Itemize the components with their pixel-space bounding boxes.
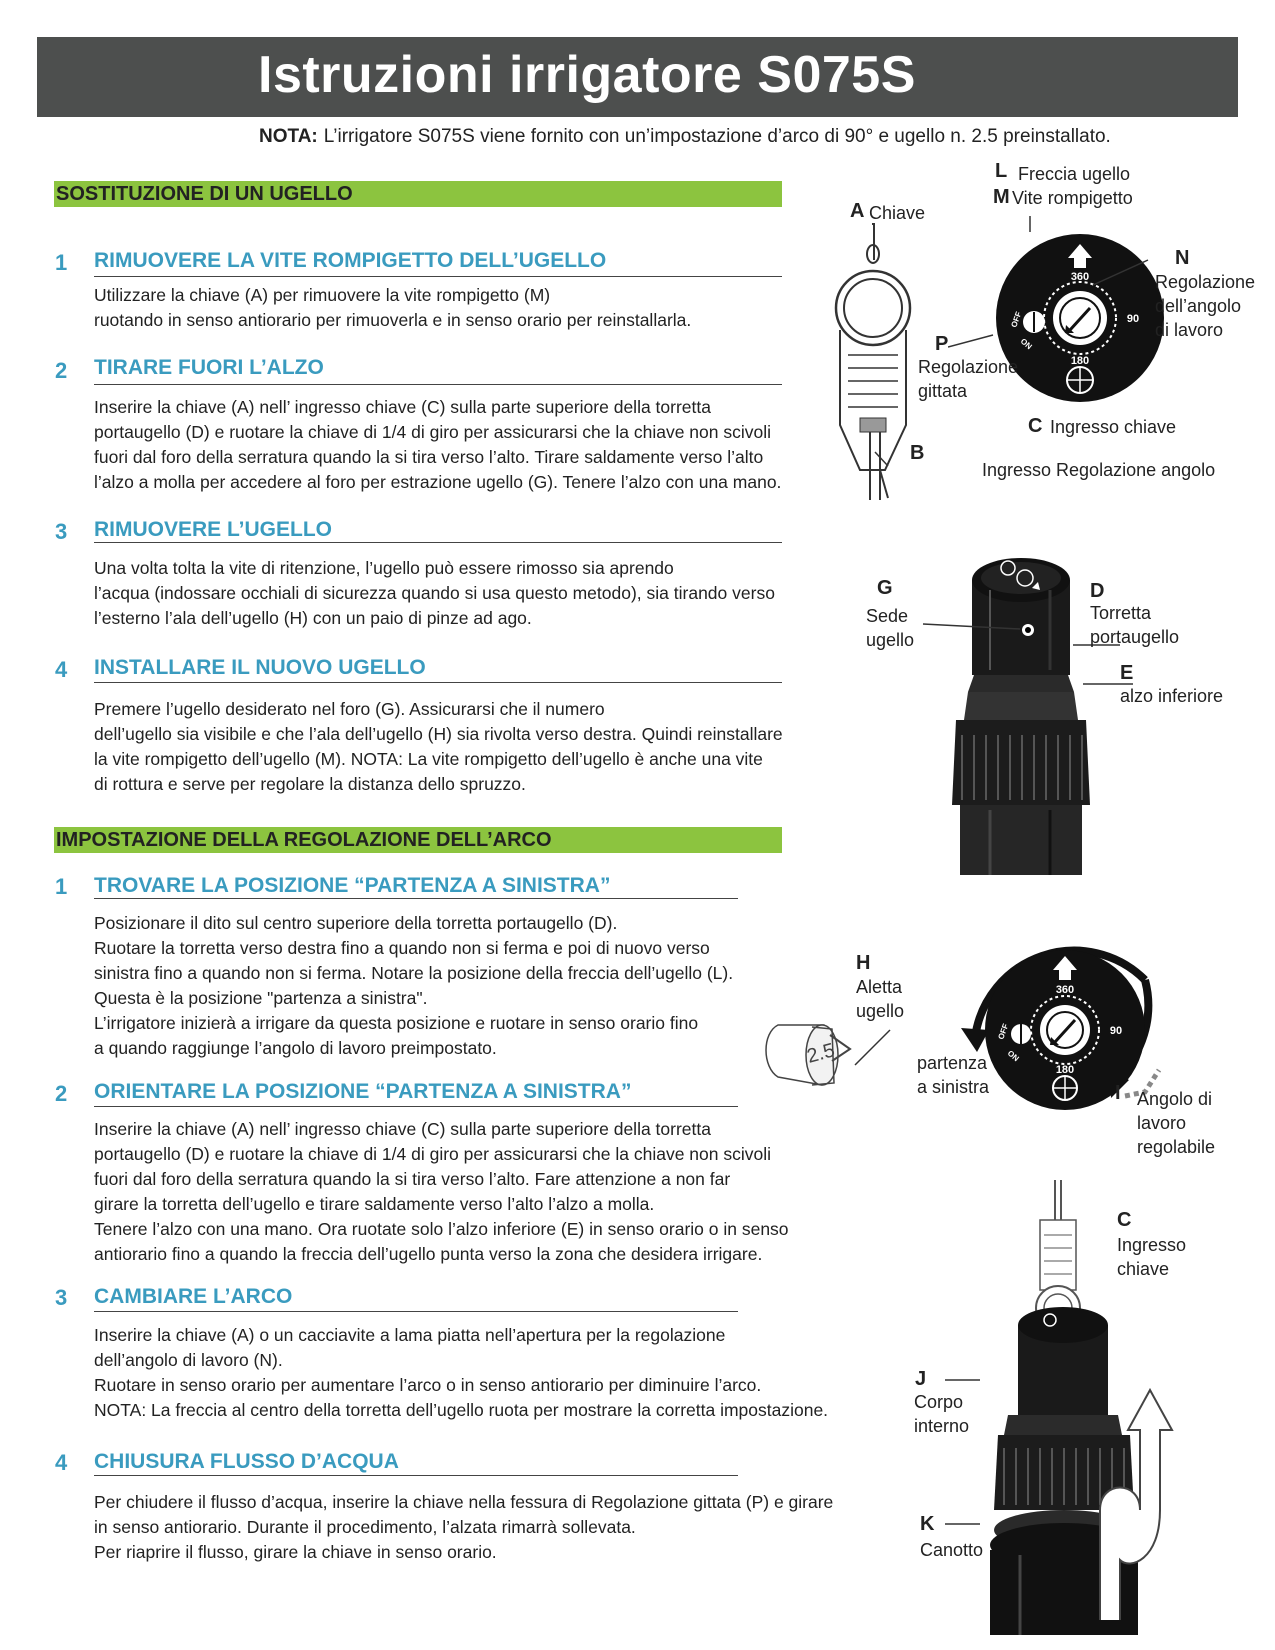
section2-title: IMPOSTAZIONE DELLA REGOLAZIONE DELL’ARCO xyxy=(56,829,552,851)
s1-step2-num: 2 xyxy=(55,358,68,383)
label-A-letter: A xyxy=(850,200,865,222)
s1-step3-rule xyxy=(94,542,782,543)
s2-step4-title: CHIUSURA FLUSSO D’ACQUA xyxy=(94,1450,399,1473)
key-illustration xyxy=(830,220,920,505)
label-E-text: alzo inferiore xyxy=(1120,686,1224,706)
s1-step1-text: Utilizzare la chiave (A) per rimuovere la vite rompigetto (M) ruotando in senso antiorario per rimuoverla e in senso orario per reinstallarla. xyxy=(94,285,692,330)
label-M-letter: M xyxy=(993,186,1010,208)
s1-step3-text: Una volta tolta la vite di ritenzione, l’ugello può essere rimosso sia aprendo l’acqua (indossare occhiali di sicurezza quando si usa questo metodo), sia tirando verso l’esterno l’ala dell’ugello (H) con un paio di pinze ad ago. xyxy=(94,558,775,628)
dial2-on: ON xyxy=(1005,1048,1021,1064)
label-P-text: Regolazione gittata xyxy=(918,357,1019,401)
label-L-letter: L xyxy=(995,160,1008,182)
label-A-text: Chiave xyxy=(869,203,926,223)
dial2-off: OFF xyxy=(996,1022,1011,1041)
label-C-letter: C xyxy=(1028,415,1043,437)
s2-step3-text: Inserire la chiave (A) o un cacciavite a lama piatta nell’apertura per la regolazione dell’angolo di lavoro (N). Ruotare in senso orario per aumentare l’arco o in senso antiorario per diminuire l’arco. NOTA: La freccia al centro della torretta dell’ugello ruota per mostrare la corretta impostazione. xyxy=(94,1325,829,1420)
s2-step1-text: Posizionare il dito sul centro superiore della torretta portaugello (D). Ruotare la torretta verso destra fino a quando non si ferma e poi di nuovo verso sinistra fino a quando non si ferma. Notare la posizione della freccia dell’ugello (L). Questa è la posizione "partenza a sinistra". L’irrigatore inizierà a irrigare da questa posizione e ruotare in senso orario fino a quando raggiunge l’angolo di lavoro preimpostato. xyxy=(94,913,734,1058)
label-K-text: Canotto xyxy=(920,1540,984,1560)
dial1-180: 180 xyxy=(1070,355,1090,367)
s2-step2-num: 2 xyxy=(55,1081,68,1106)
s2-step4-rule xyxy=(94,1475,738,1476)
s2-step2-rule xyxy=(94,1106,738,1107)
s1-step4-text: Premere l’ugello desiderato nel foro (G). Assicurarsi che il numero dell’ugello sia visibile e che l’ala dell’ugello (H) sia rivolta verso destra. Quindi reinstallare la vite rompigetto dell’ugello (M). NOTA: La vite rompigetto dell’ugello è anche una vite di rottura e serve per regolare la distanza dello spruzzo. xyxy=(94,699,783,794)
nota-text: L’irrigatore S075S viene fornito con un’impostazione d’arco di 90° e ugello n. 2.5 preinstallato. xyxy=(323,126,1111,147)
nota-line xyxy=(259,126,1111,148)
s2-step2-text: Inserire la chiave (A) nell’ ingresso chiave (C) sulla parte superiore della torretta portaugello (D) e ruotare la chiave di 1/4 di giro per assicurarsi che la chiave non scivoli fuori dal foro della serratura quando la si tira verso l’alto. Fare attenzione a non far girare la torretta dell’ugello e tirare saldamente verso l’alto l’alzo a molla. Tenere l’alzo con una mano. Ora ruotate solo l’alzo inferiore (E) in senso orario o in senso antiorario fino a quando la freccia dell’ugello punta verso la zona che desidera irrigare. xyxy=(94,1119,789,1264)
label-G-text: Sede ugello xyxy=(866,606,915,650)
s1-step4-rule xyxy=(94,682,782,683)
label-N-letter: N xyxy=(1175,247,1190,269)
nozzle-number: 2.5 xyxy=(804,1039,838,1068)
s1-step4-num: 4 xyxy=(55,657,68,682)
s2-step4-num: 4 xyxy=(55,1450,68,1475)
dial1-360: 360 xyxy=(1070,271,1090,283)
dial1-off: OFF xyxy=(1009,310,1024,329)
label-H-text: Aletta ugello xyxy=(856,977,905,1021)
s2-step1-num: 1 xyxy=(55,874,68,899)
label-B-letter: B xyxy=(910,442,925,464)
page-title: Istruzioni irrigatore S075S xyxy=(258,46,916,104)
label-K-letter: K xyxy=(920,1513,935,1535)
s2-step1-rule xyxy=(94,898,738,899)
s1-step3-num: 3 xyxy=(55,519,68,544)
sprinkler-turret-illustration xyxy=(950,550,1095,875)
s2-step3-title: CAMBIARE L’ARCO xyxy=(94,1285,293,1308)
s2-step1-title: TROVARE LA POSIZIONE “PARTENZA A SINISTRA” xyxy=(94,874,611,897)
nota-label: NOTA: xyxy=(259,126,318,147)
label-D-text: Torretta portaugello xyxy=(1090,603,1180,647)
label-I-letter: I xyxy=(1115,1082,1121,1104)
s2-step2-title: ORIENTARE LA POSIZIONE “PARTENZA A SINISTRA” xyxy=(94,1080,632,1103)
dial1-on: ON xyxy=(1018,336,1034,352)
section1-title: SOSTITUZIONE DI UN UGELLO xyxy=(56,183,353,205)
fig1-caption: Ingresso Regolazione angolo xyxy=(982,460,1216,480)
s2-step4-text: Per chiudere il flusso d’acqua, inserire la chiave nella fessura di Regolazione gittata (P) e girare in senso antiorario. Durante il procedimento, l’alzata rimarrà sollevata. Per riaprire il flusso, girare la chiave in senso orario. xyxy=(94,1492,834,1562)
label-I-text: Angolo di lavoro regolabile xyxy=(1137,1089,1216,1157)
s2-step3-rule xyxy=(94,1311,738,1312)
label-D-letter: D xyxy=(1090,580,1105,602)
label-C2-text: Ingresso chiave xyxy=(1117,1235,1187,1279)
label-P-letter: P xyxy=(935,333,949,355)
label-N-text: Regolazione dell’angolo di lavoro xyxy=(1155,272,1256,340)
label-J-text: Corpo interno xyxy=(914,1392,970,1436)
s1-step2-title: TIRARE FUORI L’ALZO xyxy=(94,356,324,379)
s2-step3-num: 3 xyxy=(55,1285,68,1310)
label-start-left: partenza a sinistra xyxy=(917,1053,990,1097)
dial1-90: 90 xyxy=(1126,313,1140,325)
label-M-text: Vite rompigetto xyxy=(1012,188,1133,208)
s1-step2-rule xyxy=(94,384,782,385)
label-G-letter: G xyxy=(877,577,893,599)
label-E-letter: E xyxy=(1120,662,1134,684)
s1-step4-title: INSTALLARE IL NUOVO UGELLO xyxy=(94,656,426,679)
dial2-360: 360 xyxy=(1055,984,1075,996)
label-H-letter: H xyxy=(856,952,871,974)
s1-step1-rule xyxy=(94,276,782,277)
s1-step2-text: Inserire la chiave (A) nell’ ingresso chiave (C) sulla parte superiore della torretta portaugello (D) e ruotare la chiave di 1/4 di giro per assicurarsi che la chiave non scivoli fuori dal foro della serratura quando la si tira verso l’alto. Tirare saldamente verso l’alto l’alzo a molla per accedere al foro per estrazione ugello (G). Tenere l’alzo con una mano. xyxy=(94,397,782,492)
s1-step1-num: 1 xyxy=(55,250,68,275)
dial2-180: 180 xyxy=(1055,1064,1075,1076)
label-C-text: Ingresso chiave xyxy=(1050,417,1177,437)
dial2-90: 90 xyxy=(1109,1025,1123,1037)
s1-step3-title: RIMUOVERE L’UGELLO xyxy=(94,518,333,541)
label-J-letter: J xyxy=(915,1368,927,1390)
label-L-text: Freccia ugello xyxy=(1018,164,1131,184)
s1-step1-title: RIMUOVERE LA VITE ROMPIGETTO DELL’UGELLO xyxy=(94,249,607,272)
label-C2-letter: C xyxy=(1117,1209,1132,1231)
